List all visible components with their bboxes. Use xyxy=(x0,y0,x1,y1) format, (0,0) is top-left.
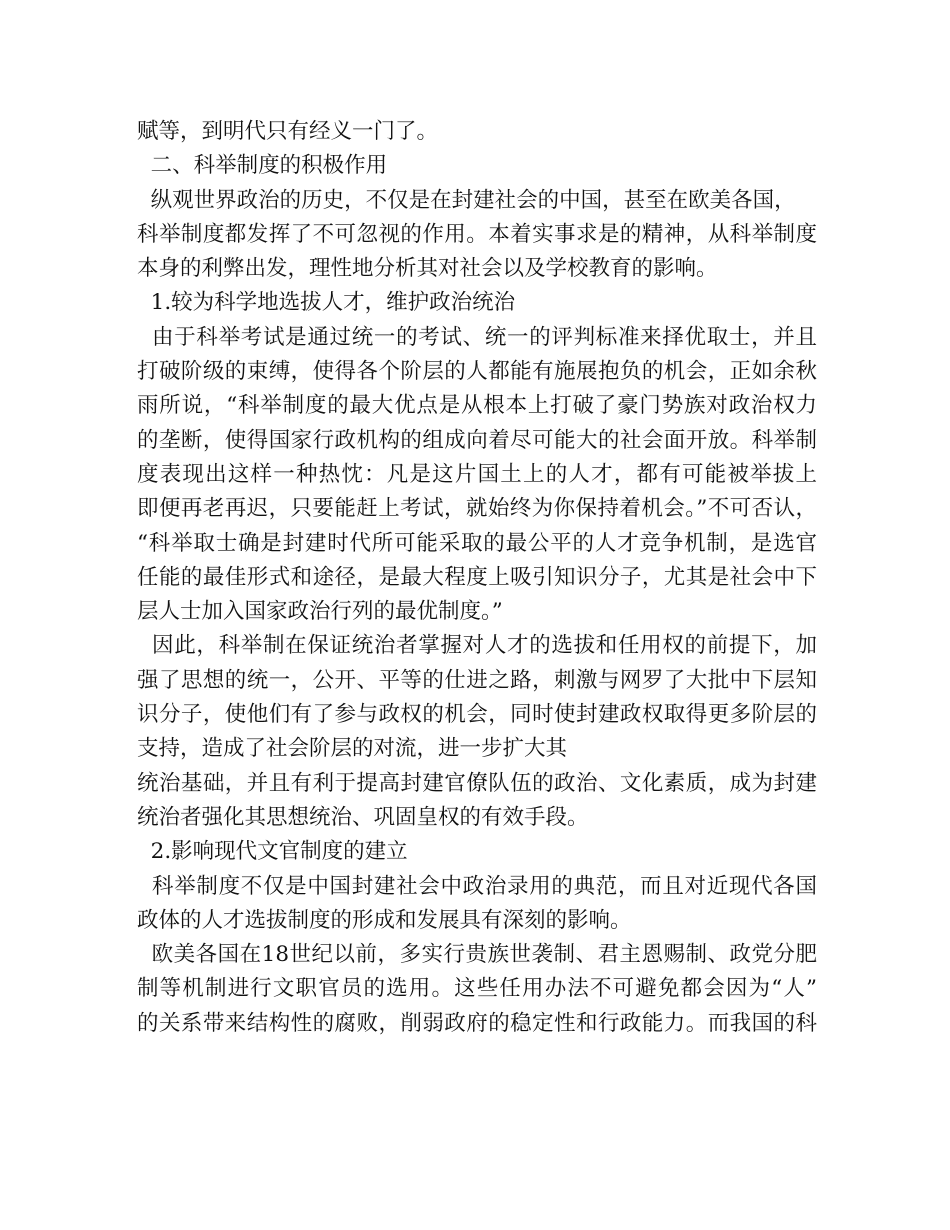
text-line: 科举制度都发挥了不可忽视的作用。本着实事求是的精神，从科举制度 xyxy=(137,221,817,247)
text-line: 本身的利弊出发，理性地分析其对社会以及学校教育的影响。 xyxy=(137,256,718,282)
text-line: 赋等，到明代只有经义一门了。 xyxy=(137,119,439,144)
text-line: 纵观世界政治的历史，不仅是在封建社会的中国，甚至在欧美各国， xyxy=(137,187,796,213)
text-line: 二、科举制度的积极作用 xyxy=(137,153,388,179)
text-line: 强了思想的统一，公开、平等的仕进之路，刺激与网罗了大批中下层知 xyxy=(137,667,817,693)
text-line: 统治者强化其思想统治、巩固皇权的有效手段。 xyxy=(137,804,589,830)
text-line: 2.影响现代文官制度的建立 xyxy=(137,839,408,865)
text-line: 的垄断，使得国家行政机构的组成向着尽可能大的社会面开放。科举制 xyxy=(137,427,817,453)
text-line: 的关系带来结构性的腐败，削弱政府的稳定性和行政能力。而我国的科 xyxy=(137,1010,817,1036)
document-body xyxy=(137,115,817,1041)
text-line: 层人士加入国家政治行列的最优制度。” xyxy=(137,599,503,625)
text-line: 即便再老再迟，只要能赶上考试，就始终为你保持着机会。”不可否认， xyxy=(137,496,817,522)
text-line: 制等机制进行文职官员的选用。这些任用办法不可避免都会因为“人” xyxy=(137,976,817,1002)
text-line: 因此，科举制在保证统治者掌握对人才的选拔和任用权的前提下，加 xyxy=(137,633,817,659)
text-line: “科举取士确是封建时代所可能采取的最公平的人才竞争机制，是选官 xyxy=(137,530,817,556)
text-line: 雨所说，“科举制度的最大优点是从根本上打破了豪门势族对政治权力 xyxy=(137,393,817,419)
text-line: 1.较为科学地选拔人才，维护政治统治 xyxy=(137,290,516,316)
text-line: 支持，造成了社会阶层的对流，进一步扩大其 xyxy=(137,736,568,762)
text-line: 科举制度不仅是中国封建社会中政治录用的典范，而且对近现代各国 xyxy=(137,873,817,899)
text-line: 识分子，使他们有了参与政权的机会，同时使封建政权取得更多阶层的 xyxy=(137,702,817,728)
text-line: 打破阶级的束缚，使得各个阶层的人都能有施展抱负的机会，正如余秋 xyxy=(137,359,817,385)
text-line: 任能的最佳形式和途径，是最大程度上吸引知识分子，尤其是社会中下 xyxy=(137,564,817,590)
text-line: 由于科举考试是通过统一的考试、统一的评判标准来择优取士，并且 xyxy=(137,324,817,350)
text-line: 度表现出这样一种热忱：凡是这片国土上的人才，都有可能被举拔上 xyxy=(137,461,817,487)
text-line: 政体的人才选拔制度的形成和发展具有深刻的影响。 xyxy=(137,907,632,933)
text-line: 统治基础，并且有利于提高封建官僚队伍的政治、文化素质，成为封建 xyxy=(137,770,817,796)
text-line: 欧美各国在18世纪以前，多实行贵族世袭制、君主恩赐制、政党分肥 xyxy=(137,942,817,968)
